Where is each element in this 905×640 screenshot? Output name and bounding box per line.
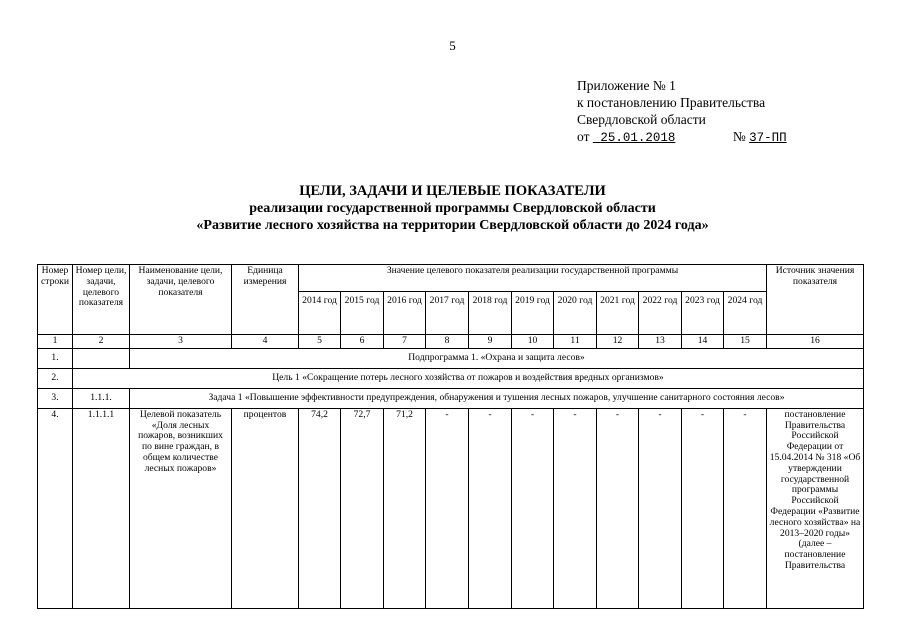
- header-unit: Единица измерения: [232, 265, 299, 335]
- appendix-line-1: Приложение № 1: [577, 78, 676, 93]
- row-number: 2.: [38, 368, 73, 388]
- value-cell: -: [682, 408, 724, 608]
- row-number: 1.: [38, 348, 73, 368]
- appendix-date: 25.01.2018: [600, 131, 676, 145]
- value-cell: -: [426, 408, 469, 608]
- header-year: 2023 год: [682, 292, 724, 335]
- header-values-group: Значение целевого показателя реализации государственной программы: [299, 265, 767, 292]
- value-cell: -: [597, 408, 639, 608]
- header-year: 2015 год: [341, 292, 384, 335]
- table-row: [38, 368, 864, 388]
- column-number: 10: [512, 335, 554, 349]
- value-cell: 71,2: [384, 408, 426, 608]
- header-year: 2014 год: [299, 292, 341, 335]
- column-number: 3: [130, 335, 232, 349]
- page-number: 5: [449, 38, 456, 53]
- row-number: 3.: [38, 388, 73, 408]
- value-cell: -: [724, 408, 767, 608]
- empty-cell: [73, 348, 130, 368]
- column-number: 6: [341, 335, 384, 349]
- header-year: 2024 год: [724, 292, 767, 335]
- indicator-name: Целевой показатель «Доля лесных пожаров, возникших по вине граждан, в общем количестве лесных пожаров»: [130, 408, 232, 608]
- indicator-unit: процентов: [232, 408, 299, 608]
- header-source: Источник значения показателя: [767, 265, 864, 335]
- indicator-source: постановление Правительства Российской Федерации от 15.04.2014 № 318 «Об утверждении государственной программы Российской Федерации «Развитие лесного хозяйства» на 2013–2020 годы» (далее – постановление Правительства: [767, 408, 864, 608]
- title-line-3: «Развитие лесного хозяйства на территории Свердловской области до 2024 года»: [196, 218, 709, 233]
- column-number: 13: [639, 335, 682, 349]
- column-number: 11: [554, 335, 597, 349]
- column-number: 5: [299, 335, 341, 349]
- appendix-line-3: Свердловской области: [577, 112, 706, 127]
- header-year: 2016 год: [384, 292, 426, 335]
- targets-table: [37, 264, 864, 609]
- header-name: Наименование цели, задачи, целевого показателя: [130, 265, 232, 335]
- goal-title: Цель 1 «Сокращение потерь лесного хозяйства от пожаров и воздействия вредных организмов»: [73, 368, 864, 388]
- header-row-number: Номер строки: [38, 265, 73, 335]
- column-number: 16: [767, 335, 864, 349]
- table-row: [38, 348, 864, 368]
- appendix-line-2: к постановлению Правительства: [577, 95, 766, 110]
- column-number: 15: [724, 335, 767, 349]
- column-number: 9: [469, 335, 512, 349]
- value-cell: 72,7: [341, 408, 384, 608]
- header-year: 2020 год: [554, 292, 597, 335]
- task-title: Задача 1 «Повышение эффективности предупреждения, обнаружения и тушения лесных пожаров, улучшение санитарного состояния лесов»: [130, 388, 864, 408]
- appendix-date-line: [577, 128, 787, 147]
- value-cell: -: [639, 408, 682, 608]
- column-number: 14: [682, 335, 724, 349]
- number-label: №: [732, 129, 746, 144]
- title-line-2: реализации государственной программы Свердловской области: [249, 201, 656, 216]
- title-line-1: ЦЕЛИ, ЗАДАЧИ И ЦЕЛЕВЫЕ ПОКАЗАТЕЛИ: [299, 183, 606, 199]
- column-number: 7: [384, 335, 426, 349]
- indicator-code: 1.1.1.1: [73, 408, 130, 608]
- appendix-number: 37-ПП: [749, 131, 787, 145]
- value-cell: 74,2: [299, 408, 341, 608]
- header-target-number: Номер цели, задачи, целевого показателя: [73, 265, 130, 335]
- header-year: 2017 год: [426, 292, 469, 335]
- table-row: [38, 388, 864, 408]
- column-number: 8: [426, 335, 469, 349]
- appendix-block: [577, 77, 787, 147]
- header-year: 2022 год: [639, 292, 682, 335]
- value-cell: -: [554, 408, 597, 608]
- header-year: 2018 год: [469, 292, 512, 335]
- value-cell: -: [469, 408, 512, 608]
- column-number: 1: [38, 335, 73, 349]
- value-cell: -: [512, 408, 554, 608]
- task-code: 1.1.1.: [73, 388, 130, 408]
- column-number: 12: [597, 335, 639, 349]
- header-year: 2019 год: [512, 292, 554, 335]
- row-number: 4.: [38, 408, 73, 608]
- header-year: 2021 год: [597, 292, 639, 335]
- table-row: [38, 408, 864, 608]
- column-number: 4: [232, 335, 299, 349]
- column-number: 2: [73, 335, 130, 349]
- document-title: [0, 183, 905, 234]
- subprogram-title: Подпрограмма 1. «Охрана и защита лесов»: [130, 348, 864, 368]
- from-label: от: [577, 129, 590, 144]
